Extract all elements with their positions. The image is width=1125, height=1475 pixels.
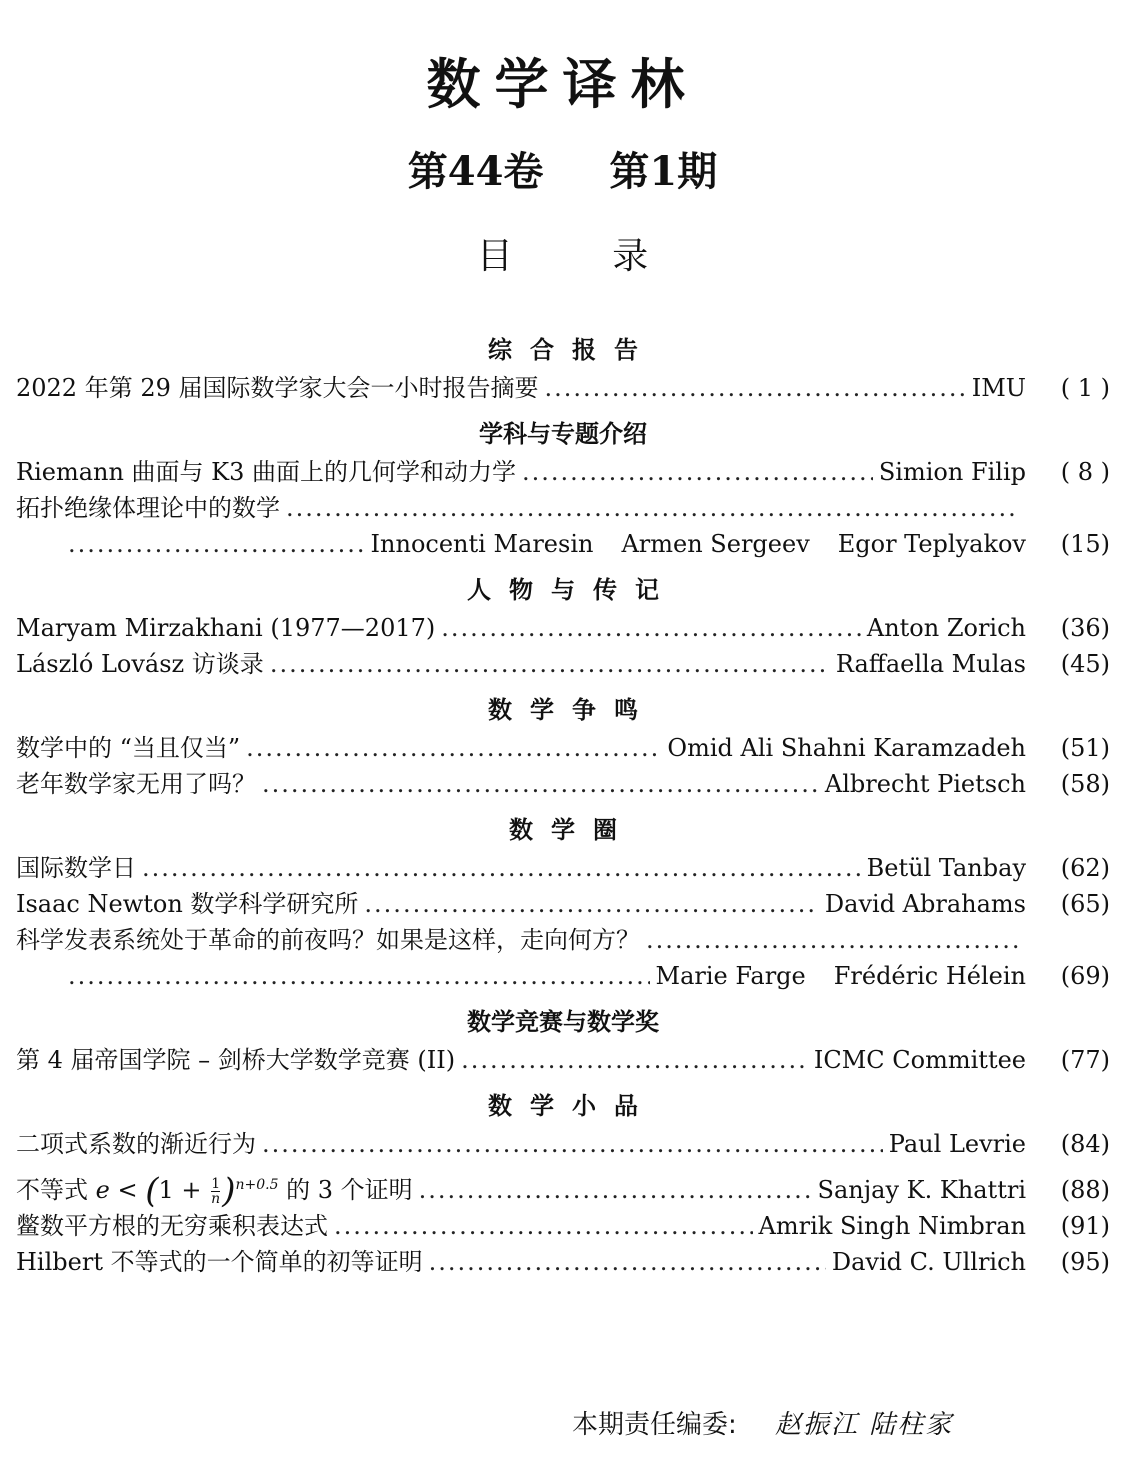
leader-dots bbox=[262, 1126, 883, 1162]
entry-author: Omid Ali Shahni Karamzadeh bbox=[667, 734, 1026, 762]
fraction: $\frac{1}{n}$ bbox=[211, 1176, 221, 1207]
entry-page: (62) bbox=[1060, 854, 1110, 882]
toc-heading: 目 录 bbox=[476, 236, 693, 277]
entry-title: 科学发表系统处于革命的前夜吗？如果是这样，走向何方？ bbox=[16, 926, 640, 954]
toc-entry-continuation[interactable] bbox=[16, 526, 1110, 562]
issue-label: 第1期 bbox=[609, 148, 718, 195]
entry-author: ICMC Committee bbox=[813, 1046, 1026, 1074]
entry-title: Riemann 曲面与 K3 曲面上的几何学和动力学 bbox=[16, 458, 517, 486]
entry-page: (51) bbox=[1060, 734, 1110, 762]
leader-dots bbox=[545, 370, 966, 406]
entry-page: (77) bbox=[1060, 1046, 1110, 1074]
entry-author: Armen Sergeev bbox=[621, 530, 810, 558]
toc-entry[interactable] bbox=[16, 850, 1110, 886]
inequality-formula: e < (1 + $\frac{1}{n}$ )$^{n+0.5}$ bbox=[95, 1171, 279, 1211]
entry-author: IMU bbox=[971, 374, 1026, 402]
entry-author: Albrecht Pietsch bbox=[824, 770, 1026, 798]
entry-page: (15) bbox=[1060, 530, 1110, 558]
editors-label: 本期责任编委: bbox=[572, 1410, 737, 1440]
entry-author: Innocenti Maresin bbox=[370, 530, 594, 558]
toc-entry[interactable] bbox=[16, 922, 1110, 958]
entry-title: László Lovász 访谈录 bbox=[16, 650, 264, 678]
leader-dots bbox=[68, 526, 365, 562]
leader-dots bbox=[419, 1167, 812, 1213]
toc-entry[interactable] bbox=[16, 490, 1110, 526]
entry-author: Betül Tanbay bbox=[866, 854, 1026, 882]
entry-title: 数学中的 “当且仅当” bbox=[16, 734, 241, 762]
entry-title: 鳖数平方根的无穷乘积表达式 bbox=[16, 1212, 328, 1240]
entry-page: (69) bbox=[1060, 962, 1110, 990]
volume-issue bbox=[0, 140, 1125, 197]
entry-author: Simion Filip bbox=[878, 458, 1026, 486]
entry-author: Frédéric Hélein bbox=[833, 962, 1026, 990]
entry-title: 2022 年第 29 届国际数学家大会一小时报告摘要 bbox=[16, 374, 539, 402]
entry-page: (95) bbox=[1060, 1248, 1110, 1276]
entry-authors bbox=[371, 526, 1026, 562]
entry-title: Hilbert 不等式的一个简单的初等证明 bbox=[16, 1248, 423, 1276]
section-heading: 数学圈 bbox=[509, 816, 635, 844]
toc-entry[interactable] bbox=[16, 1162, 1110, 1211]
toc-entry[interactable] bbox=[16, 454, 1110, 490]
toc-entry[interactable] bbox=[16, 1042, 1110, 1078]
leader-dots bbox=[646, 922, 1020, 958]
leader-dots bbox=[364, 886, 818, 922]
toc-entry[interactable] bbox=[16, 1208, 1110, 1244]
entry-author: Egor Teplyakov bbox=[837, 530, 1026, 558]
entry-title: Isaac Newton 数学科学研究所 bbox=[16, 890, 359, 918]
entry-title: 拓扑绝缘体理论中的数学 bbox=[16, 494, 280, 522]
entry-author: Anton Zorich bbox=[866, 614, 1026, 642]
entry-page: ( 8 ) bbox=[1060, 458, 1110, 486]
toc-entry[interactable] bbox=[16, 610, 1110, 646]
entry-title: 第 4 届帝国学院 – 剑桥大学数学竞赛 (II) bbox=[16, 1046, 456, 1074]
toc-entry[interactable] bbox=[16, 766, 1110, 802]
entry-author: Paul Levrie bbox=[888, 1130, 1026, 1158]
entry-title: 二项式系数的渐近行为 bbox=[16, 1130, 256, 1158]
leader-dots bbox=[68, 958, 650, 994]
toc-entry-continuation[interactable] bbox=[16, 958, 1110, 994]
leader-dots bbox=[142, 850, 861, 886]
table-of-contents bbox=[16, 322, 1110, 1280]
leader-dots bbox=[286, 490, 1020, 526]
leader-dots bbox=[441, 610, 861, 646]
toc-entry[interactable] bbox=[16, 646, 1110, 682]
entry-page: (65) bbox=[1060, 890, 1110, 918]
issue-editors bbox=[572, 1404, 953, 1441]
entry-title: 老年数学家无用了吗？ bbox=[16, 770, 256, 798]
entry-author: Amrik Singh Nimbran bbox=[758, 1212, 1026, 1240]
entry-page: (91) bbox=[1060, 1212, 1110, 1240]
entry-author: Raffaella Mulas bbox=[835, 650, 1026, 678]
entry-title: 不等式 e < (1 + $\frac{1}{n}$ )$^{n+0.5}$ 的 3 个证明 bbox=[16, 1171, 413, 1211]
toc-entry[interactable] bbox=[16, 1244, 1110, 1280]
volume-label: 第44卷 bbox=[407, 148, 544, 195]
entry-page: (45) bbox=[1060, 650, 1110, 678]
entry-page: (36) bbox=[1060, 614, 1110, 642]
entry-page: (58) bbox=[1060, 770, 1110, 798]
entry-title: Maryam Mirzakhani (1977—2017) bbox=[16, 614, 436, 642]
entry-page: (88) bbox=[1060, 1176, 1110, 1204]
section-heading: 数学竞赛与数学奖 bbox=[467, 1008, 659, 1036]
section-heading: 学科与专题介绍 bbox=[479, 420, 647, 448]
entry-author: Marie Farge bbox=[655, 962, 806, 990]
leader-dots bbox=[429, 1244, 826, 1280]
leader-dots bbox=[522, 454, 873, 490]
entry-author: Sanjay K. Khattri bbox=[817, 1176, 1026, 1204]
toc-entry[interactable] bbox=[16, 1126, 1110, 1162]
toc-entry[interactable] bbox=[16, 730, 1110, 766]
leader-dots bbox=[334, 1208, 753, 1244]
entry-author: David C. Ullrich bbox=[831, 1248, 1026, 1276]
entry-author: David Abrahams bbox=[824, 890, 1026, 918]
journal-title: 数学译林 bbox=[426, 53, 699, 116]
section-heading: 人物与传记 bbox=[467, 576, 677, 604]
leader-dots bbox=[270, 646, 830, 682]
leader-dots bbox=[246, 730, 661, 766]
section-heading: 数学小品 bbox=[488, 1092, 656, 1120]
leader-dots bbox=[461, 1042, 808, 1078]
toc-entry[interactable] bbox=[16, 370, 1110, 406]
leader-dots bbox=[262, 766, 819, 802]
entry-title: 国际数学日 bbox=[16, 854, 136, 882]
section-heading: 综合报告 bbox=[488, 336, 656, 364]
toc-entry[interactable] bbox=[16, 886, 1110, 922]
section-heading: 数学争鸣 bbox=[488, 696, 656, 724]
entry-authors bbox=[656, 958, 1027, 994]
entry-page: ( 1 ) bbox=[1060, 374, 1110, 402]
editors-names: 赵振江 陆柱家 bbox=[775, 1410, 954, 1440]
entry-page: (84) bbox=[1060, 1130, 1110, 1158]
